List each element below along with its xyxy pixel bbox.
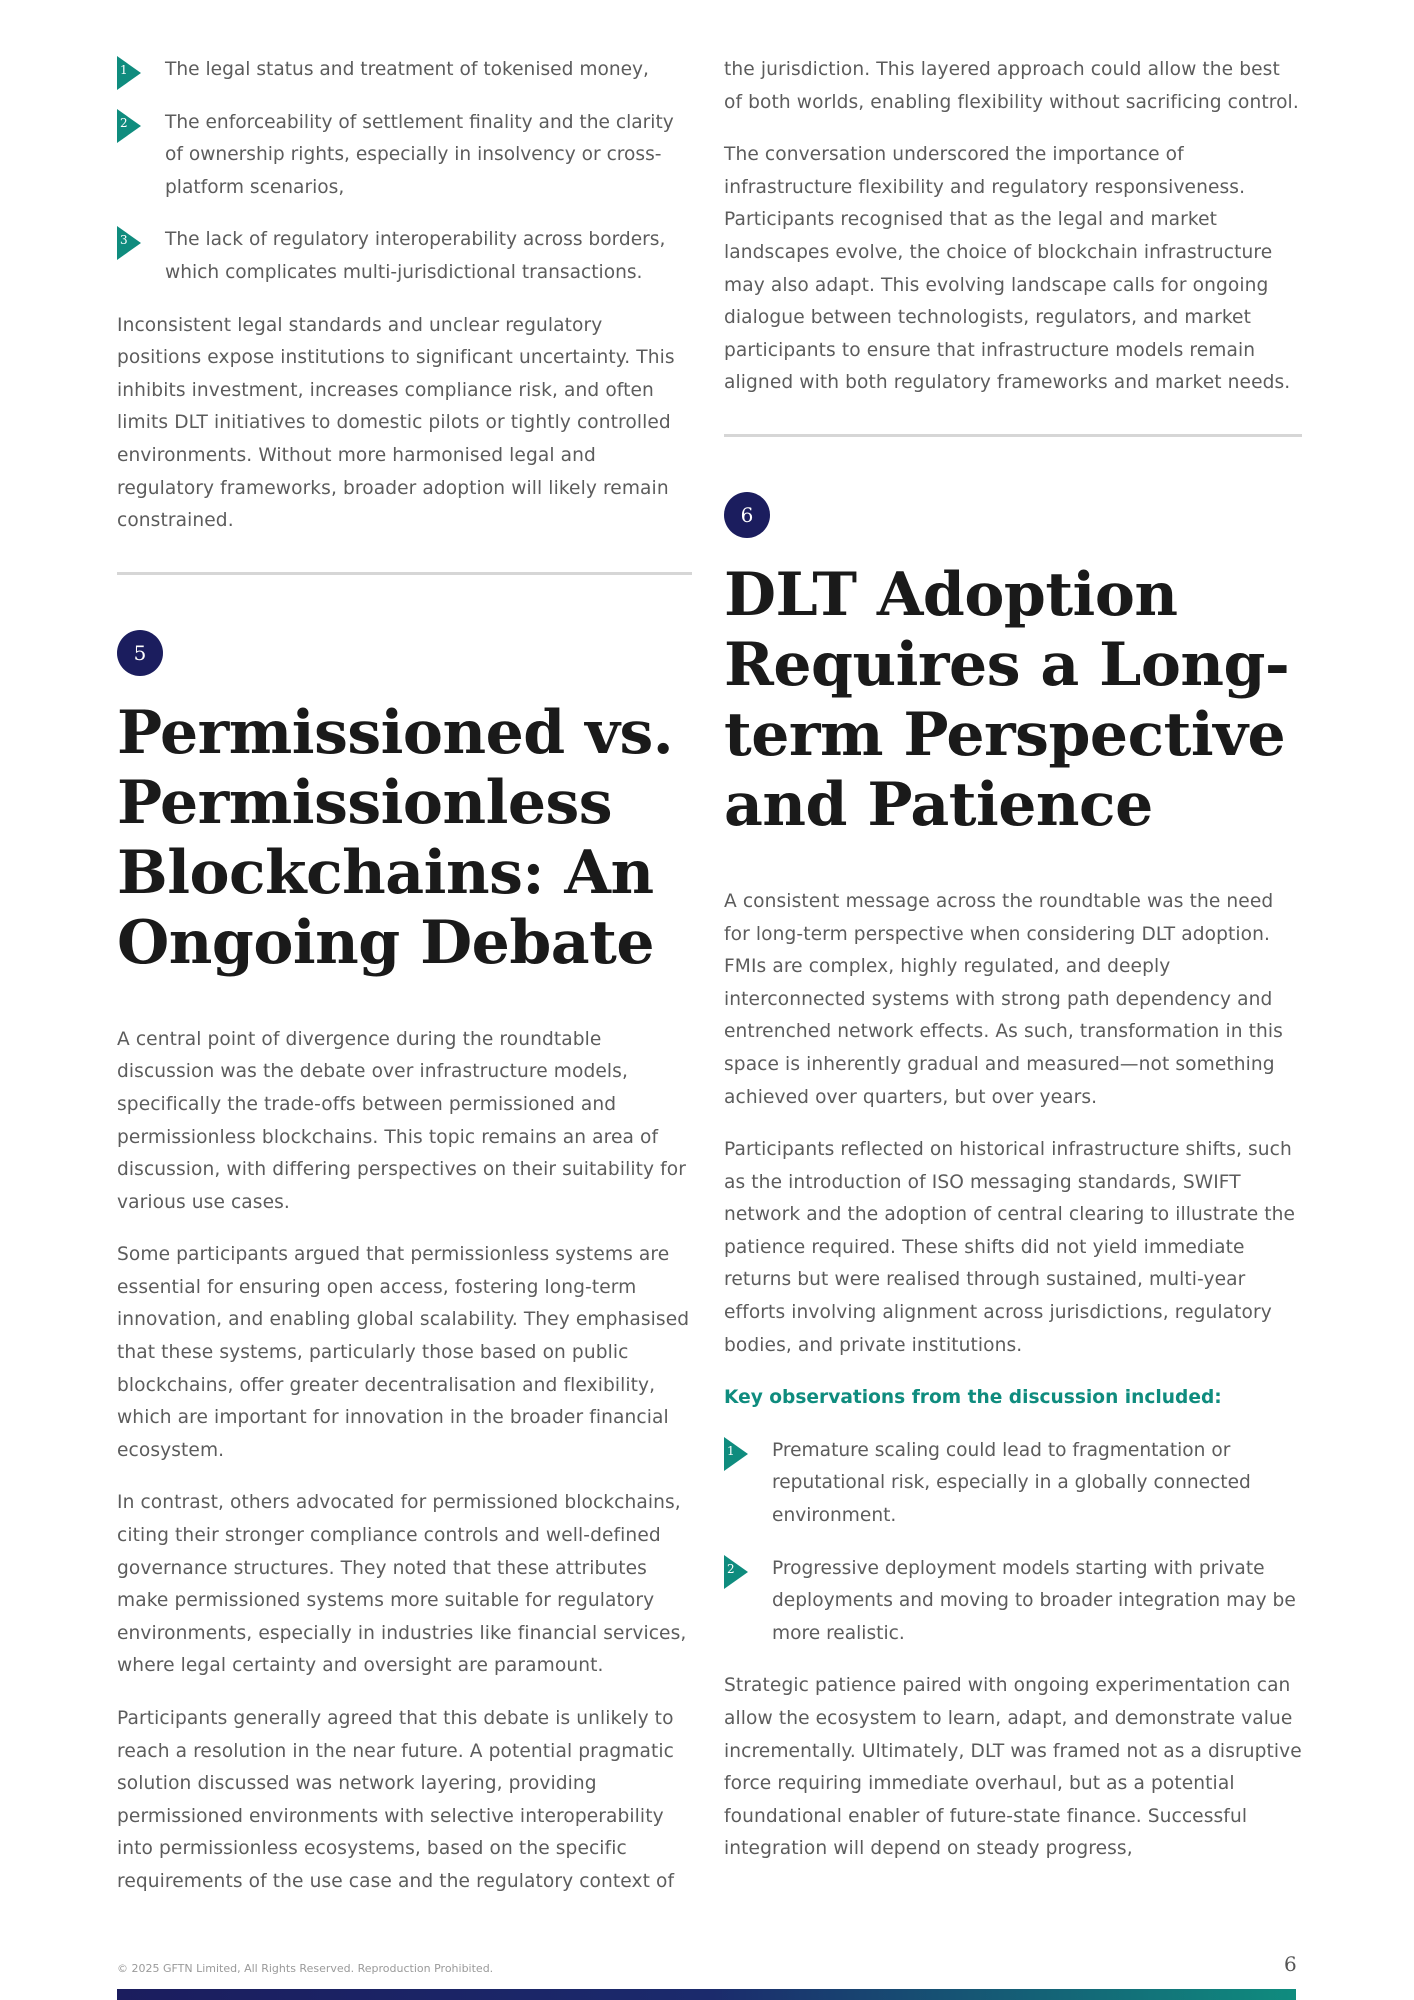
list-item-text: The lack of regulatory interoperability across borders, which complicates multi-jurisdictional transactions. (165, 229, 666, 283)
section-divider (117, 572, 692, 575)
marker-number: 2 (727, 1561, 735, 1576)
triangle-marker-icon (117, 226, 141, 260)
list-item (724, 1435, 1302, 1533)
section-number-badge: 6 (724, 492, 770, 538)
section-divider (724, 434, 1302, 437)
list-item-text: Premature scaling could lead to fragmentation or reputational risk, especially in a globally connected environment. (772, 1439, 1251, 1527)
list-item-text: The enforceability of settlement finality and the clarity of ownership rights, especially in insolvency or cross-platform scenarios, (165, 111, 674, 198)
section-paragraph: Some participants argued that permissionless systems are essential for ensuring open access, fostering long-term innovation, and enabling global scalability. They emphasised that these systems, particularly those based on public blockchains, offer greater decentralisation and flexibility, which are important for innovation in the broader financial ecosystem. (117, 1244, 690, 1461)
section-paragraph: Participants reflected on historical infrastructure shifts, such as the introduction of ISO messaging standards, SWIFT network and the adoption of central clearing to illustrate the patience required. These shifts did not yield immediate returns but were realised through sustained, multi-year efforts involving alignment across jurisdictions, regulatory bodies, and private institutions. (724, 1139, 1296, 1356)
marker-number: 1 (120, 63, 128, 77)
legal-issues-list (117, 54, 692, 290)
left-column (117, 54, 692, 1919)
footer-gradient-bar (117, 1989, 1296, 2000)
key-observations-list (724, 1435, 1302, 1651)
section-number-badge: 5 (117, 630, 163, 676)
list-item-text: Progressive deployment models starting with private deployments and moving to broader integration may be more realistic. (772, 1557, 1296, 1644)
triangle-marker-icon (724, 1555, 748, 1589)
marker-number: 1 (727, 1443, 735, 1458)
page-number: 6 (1284, 1952, 1297, 1976)
key-observations-heading: Key observations from the discussion included: (724, 1387, 1222, 1409)
section-paragraph: In contrast, others advocated for permissioned blockchains, citing their stronger compliance controls and well-defined governance structures. They noted that these attributes make permissioned systems more suitable for regulatory environments, especially in industries like financial services, where legal certainty and oversight are paramount. (117, 1492, 687, 1677)
continued-paragraph: the jurisdiction. This layered approach could allow the best of both worlds, enabling flexibility without sacrificing control. (724, 59, 1299, 113)
copyright-notice: © 2025 GFTN Limited, All Rights Reserved. Reproduction Prohibited. (117, 1962, 494, 1975)
closing-paragraph: Strategic patience paired with ongoing experimentation can allow the ecosystem to learn, adapt, and demonstrate value incrementally. Ultimately, DLT was framed not as a disruptive force requiring immediate overhaul, but as a potential foundational enabler of future-state finance. Successful integration will depend on steady progress, (724, 1675, 1302, 1860)
section-paragraph: A central point of divergence during the roundtable discussion was the debate over infrastructure models, specifically the trade-offs between permissioned and permissionless blockchains. This topic remains an area of discussion, with differing perspectives on their suitability for various use cases. (117, 1028, 686, 1213)
triangle-marker-icon (117, 56, 141, 90)
triangle-marker-icon (117, 109, 141, 143)
intro-paragraph: Inconsistent legal standards and unclear regulatory positions expose institutions to significant uncertainty. This inhibits investment, increases compliance risk, and often limits DLT initiatives to domestic pilots or tightly controlled environments. Without more harmonised legal and regulatory frameworks, broader adoption will likely remain constrained. (117, 314, 675, 532)
marker-number: 2 (120, 115, 128, 130)
section-title: DLT Adoption Requires a Long-term Perspective and Patience (724, 559, 1290, 840)
section-paragraph: A consistent message across the roundtable was the need for long-term perspective when considering DLT adoption. FMIs are complex, highly regulated, and deeply interconnected systems with strong path dependency and entrenched network effects. As such, transformation in this space is inherently gradual and measured—not something achieved over quarters, but over years. (724, 890, 1283, 1108)
section-paragraph: Participants generally agreed that this debate is unlikely to reach a resolution in the near future. A potential pragmatic solution discussed was network layering, providing permissioned environments with selective interoperability into permissionless ecosystems, based on the specific requirements of the use case and the regulatory context of (117, 1708, 675, 1892)
triangle-marker-icon (724, 1437, 748, 1471)
list-item (117, 54, 692, 87)
marker-number: 3 (120, 233, 128, 248)
list-item-text: The legal status and treatment of tokenised money, (165, 59, 649, 80)
conversation-paragraph: The conversation underscored the importance of infrastructure flexibility and regulatory responsiveness. Participants recognised that as the legal and market landscapes evolve, the choice of blockchain infrastructure may also adapt. This evolving landscape calls for ongoing dialogue between technologists, regulators, and market participants to ensure that infrastructure models remain aligned with both regulatory frameworks and market needs. (724, 144, 1291, 394)
list-item (117, 107, 692, 205)
list-item (724, 1553, 1302, 1651)
right-column (724, 54, 1302, 1886)
section-title: Permissioned vs. Permissionless Blockchains: An Ongoing Debate (117, 697, 674, 978)
list-item (117, 224, 692, 289)
